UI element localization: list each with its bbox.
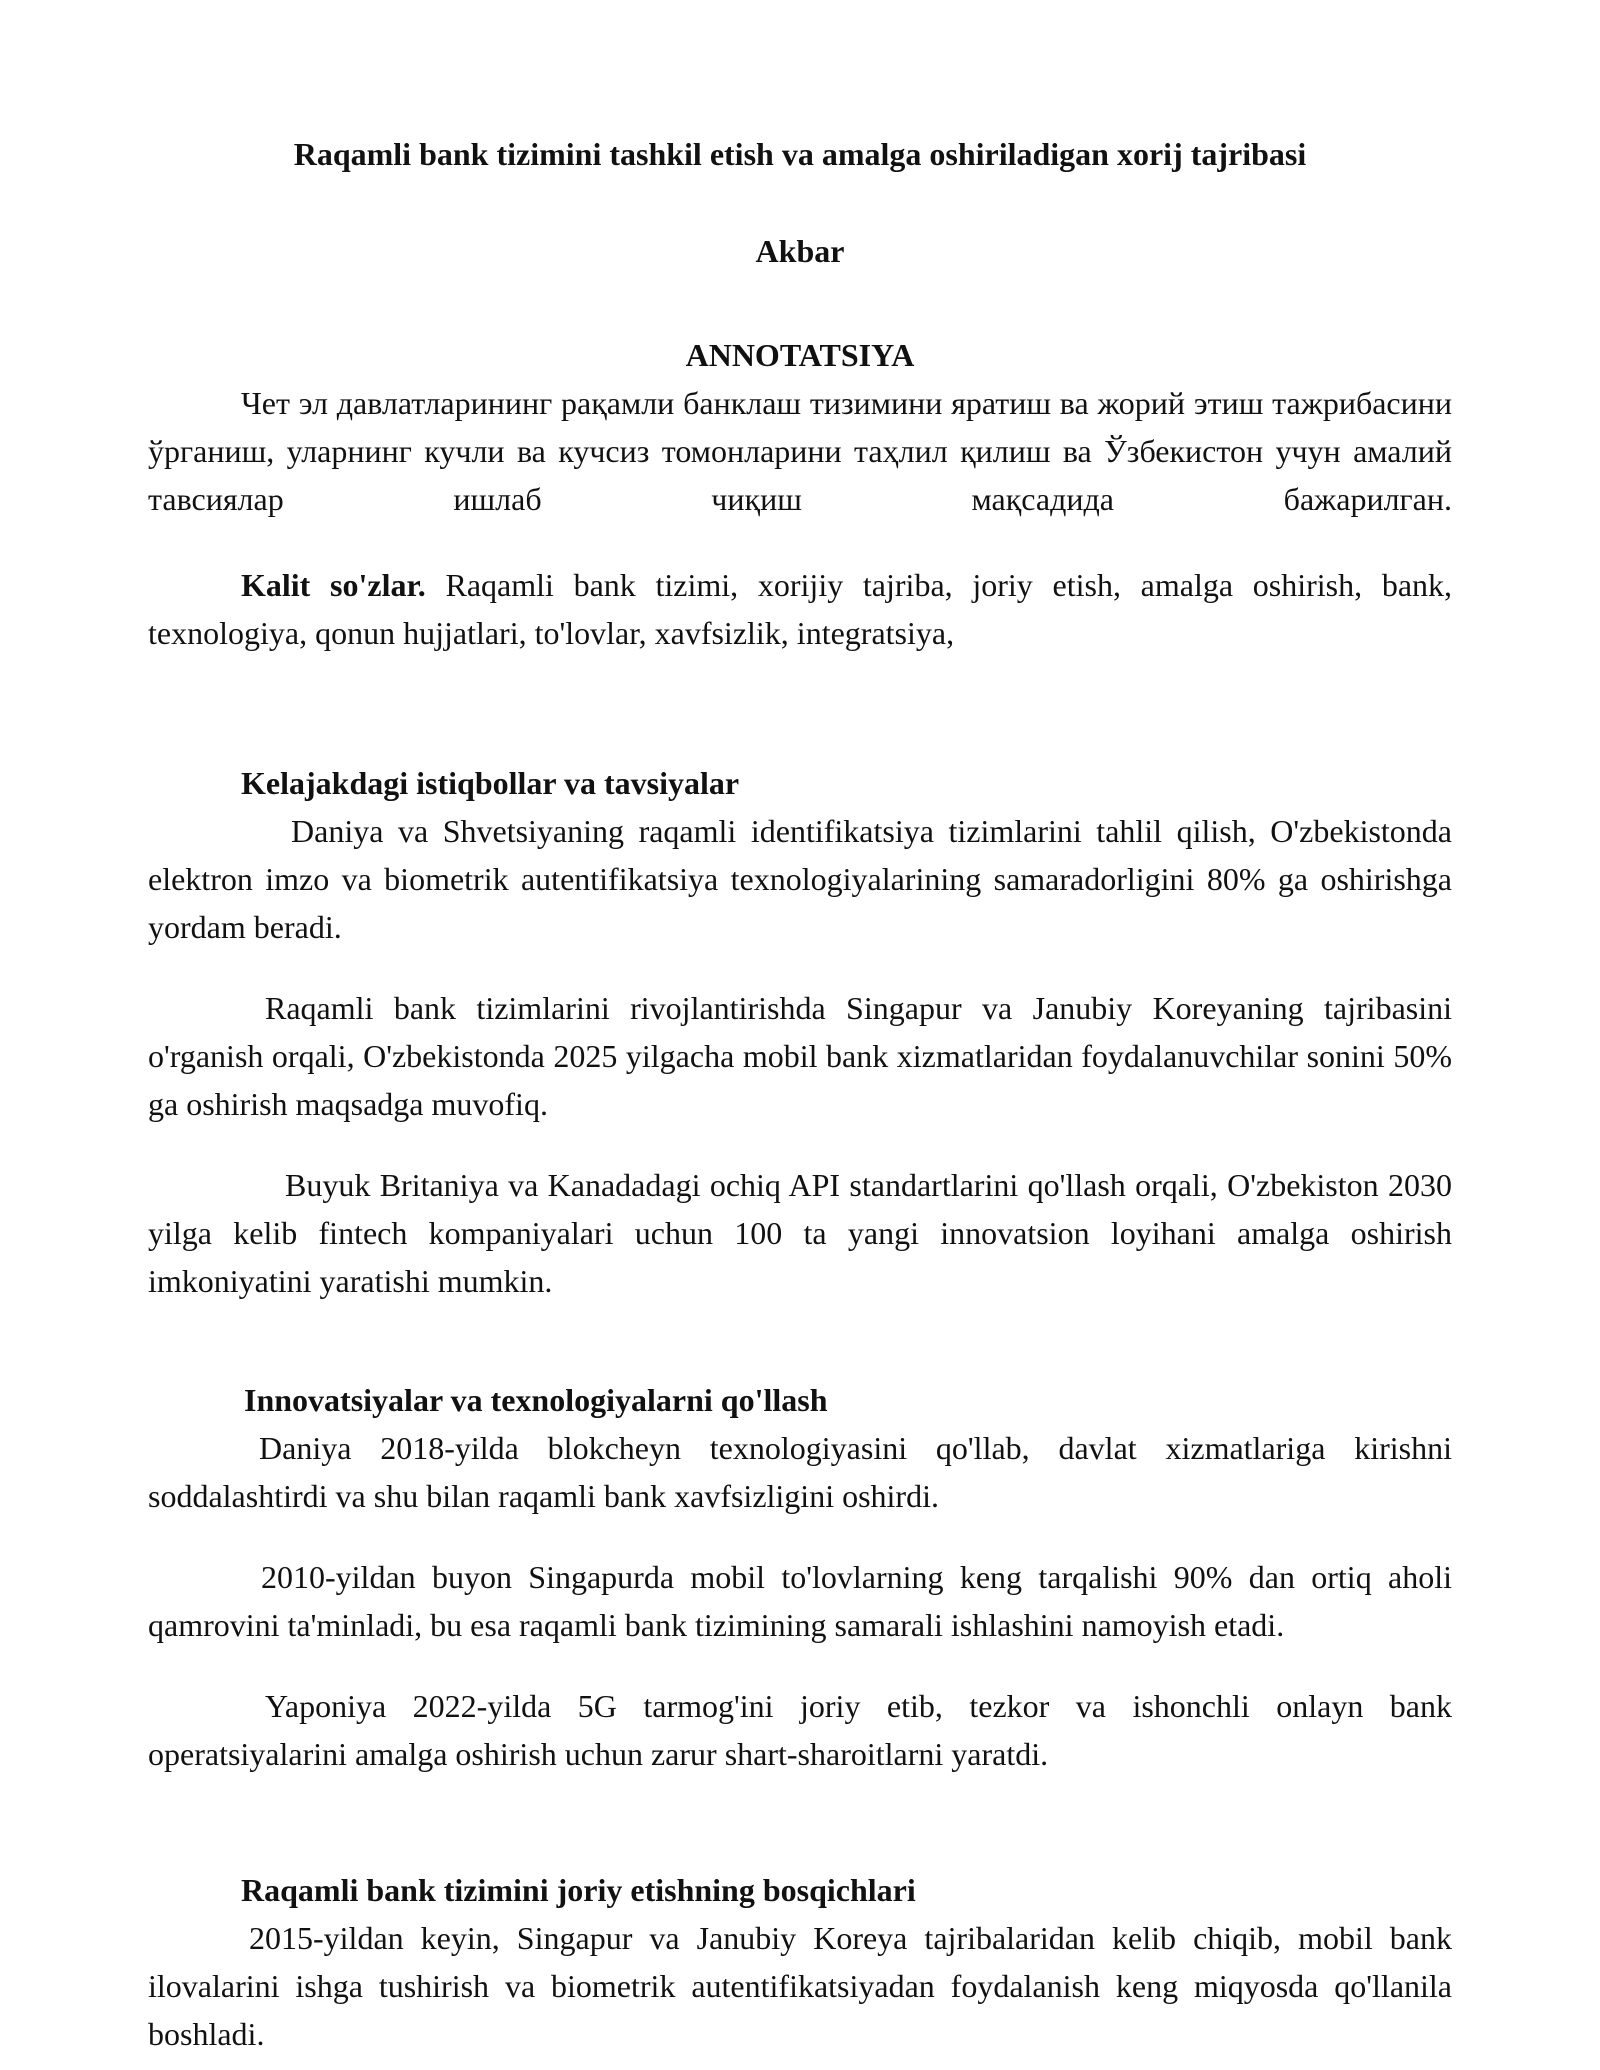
paragraph: Daniya 2018-yilda blokcheyn texnologiyasini qo'llab, davlat xizmatlariga kirishni soddalashtirdi va shu bilan raqamli bank xavfsizligini oshirdi. bbox=[148, 1430, 1452, 1514]
keywords-section bbox=[148, 561, 1452, 657]
annotation-paragraph: Чет эл давлатларининг рақамли банклаш тизимини яратиш ва жорий этиш тажрибасини ўрганиш, уларнинг кучли ва кучсиз томонларини таҳлил қилиш ва Ўзбекистон учун амалий тавсиялар ишлаб чиқиш мақсадида бажарилган. bbox=[148, 385, 1452, 517]
keywords-text: Raqamli bank tizimi, xorijiy tajriba, joriy etish, amalga oshirish, bank, texnologiya, qonun hujjatlari, to'lovlar, xavfsizlik, integratsiya, bbox=[148, 567, 1453, 651]
paragraph: Buyuk Britaniya va Kanadadagi ochiq API standartlarini qo'llash orqali, O'zbekiston 2030 yilga kelib fintech kompaniyalari uchun 100 ta yangi innovatsion loyihani amalga oshirish imkoniyatini yaratishi mumkin. bbox=[148, 1167, 1452, 1299]
paragraph: Daniya va Shvetsiyaning raqamli identifikatsiya tizimlarini tahlil qilish, O'zbekistonda elektron imzo va biometrik autentifikatsiya texnologiyalarining samaradorligini 80% ga oshirishga yordam beradi. bbox=[148, 813, 1452, 945]
section-stages bbox=[148, 1914, 1452, 2058]
document-title: Raqamli bank tizimini tashkil etish va amalga oshiriladigan xorij tajribasi bbox=[293, 136, 1307, 172]
section-heading-innovations: Innovatsiyalar va texnologiyalarni qo'llash bbox=[244, 1382, 828, 1418]
paragraph: Yaponiya 2022-yilda 5G tarmog'ini joriy etib, tezkor va ishonchli onlayn bank operatsiyalarini amalga oshirish uchun zarur shart-sharoitlarni yaratdi. bbox=[148, 1688, 1452, 1772]
section-heading-stages: Raqamli bank tizimini joriy etishning bosqichlari bbox=[241, 1872, 916, 1908]
section-innovations bbox=[148, 1424, 1452, 1778]
paragraph: Raqamli bank tizimlarini rivojlantirishda Singapur va Janubiy Koreyaning tajribasini o'rganish orqali, O'zbekistonda 2025 yilgacha mobil bank xizmatlaridan foydalanuvchilar sonini 50% ga oshirish maqsadga muvofiq. bbox=[148, 990, 1452, 1122]
paragraph: 2010-yildan buyon Singapurda mobil to'lovlarning keng tarqalishi 90% dan ortiq aholi qamrovini ta'minladi, bu esa raqamli bank tizimining samarali ishlashini namoyish etadi. bbox=[148, 1559, 1452, 1643]
section-prospects bbox=[148, 807, 1452, 1305]
keywords-label: Kalit so'zlar. bbox=[241, 567, 426, 603]
annotation-section bbox=[148, 379, 1452, 523]
paragraph: 2015-yildan keyin, Singapur va Janubiy Koreya tajribalaridan kelib chiqib, mobil bank ilovalarini ishga tushirish va biometrik autentifikatsiyadan foydalanish keng miqyosda qo'llanila boshladi. bbox=[148, 1920, 1452, 2052]
author-name: Akbar bbox=[755, 233, 845, 269]
annotation-heading: ANNOTATSIYA bbox=[685, 337, 915, 373]
section-heading-prospects: Kelajakdagi istiqbollar va tavsiyalar bbox=[241, 765, 740, 801]
keywords-paragraph bbox=[148, 561, 1452, 657]
